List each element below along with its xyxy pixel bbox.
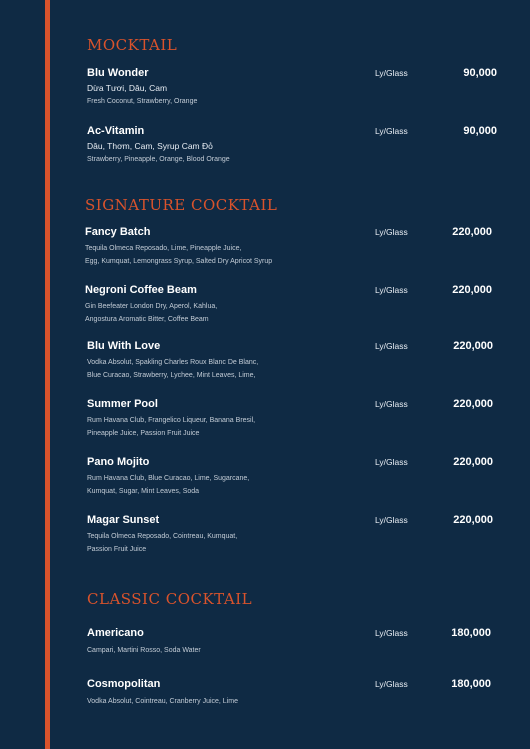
item-unit: Ly/Glass [375,285,408,295]
menu-item [87,66,497,108]
item-unit: Ly/Glass [375,628,408,638]
item-price: 220,000 [453,514,493,526]
item-name: Blu With Love [87,340,161,352]
item-price: 90,000 [463,67,497,79]
item-desc: Kumquat, Sugar, Mint Leaves, Soda [87,488,200,495]
item-name: Fancy Batch [85,226,151,238]
item-desc: Vodka Absolut, Cointreau, Cranberry Juice, Lime [87,698,238,705]
item-desc: Vodka Absolut, Spakling Charles Roux Blanc De Blanc, [87,359,259,366]
menu-item [87,124,497,166]
menu-item [87,339,493,382]
item-name: Magar Sunset [87,514,160,526]
item-desc: Strawberry, Pineapple, Orange, Blood Orange [87,156,230,163]
item-price: 180,000 [451,678,491,690]
item-desc: Egg, Kumquat, Lemongrass Syrup, Salted Dry Apricot Syrup [85,258,273,265]
item-unit: Ly/Glass [375,341,408,351]
item-unit: Ly/Glass [375,227,408,237]
menu-item [87,626,491,657]
item-desc-vi: Dừa Tươi, Dâu, Cam [87,83,168,93]
item-name: Cosmopolitan [87,678,161,690]
item-price: 220,000 [453,340,493,352]
item-desc: Fresh Coconut, Strawberry, Orange [87,98,198,105]
accent-bar [45,0,50,749]
item-desc: Pineapple Juice, Passion Fruit Juice [87,430,200,437]
section-title-mocktail: MOCKTAIL [87,36,178,54]
item-name: Pano Mojito [87,456,150,468]
item-desc: Campari, Martini Rosso, Soda Water [87,647,201,654]
section-title-classic: CLASSIC COCKTAIL [87,590,253,608]
menu-item [85,225,492,268]
item-price: 220,000 [453,398,493,410]
menu-item [87,455,493,498]
item-desc: Gin Beefeater London Dry, Aperol, Kahlua, [85,303,218,310]
item-unit: Ly/Glass [375,399,408,409]
item-unit: Ly/Glass [375,457,408,467]
item-name: Summer Pool [87,398,158,410]
section-title-signature: SIGNATURE COCKTAIL [85,196,278,214]
item-price: 220,000 [452,226,492,238]
item-unit: Ly/Glass [375,68,408,78]
item-desc-vi: Dâu, Thơm, Cam, Syrup Cam Đỏ [87,141,213,151]
item-price: 220,000 [453,456,493,468]
item-desc: Tequila Olmeca Reposado, Lime, Pineapple Juice, [85,245,242,252]
item-unit: Ly/Glass [375,679,408,689]
item-price: 220,000 [452,284,492,296]
item-desc: Angostura Aromatic Bitter, Coffee Beam [85,316,209,323]
item-unit: Ly/Glass [375,515,408,525]
item-name: Americano [87,627,144,639]
item-name: Negroni Coffee Beam [85,284,197,296]
item-desc: Rum Havana Club, Frangelico Liqueur, Banana Bresil, [87,417,256,424]
item-desc: Rum Havana Club, Blue Curacao, Lime, Sugarcane, [87,475,250,482]
item-unit: Ly/Glass [375,126,408,136]
item-name: Ac-Vitamin [87,125,145,137]
menu-item [87,677,491,708]
menu-item [87,513,493,556]
item-desc: Blue Curacao, Strawberry, Lychee, Mint Leaves, Lime, [87,372,256,379]
item-name: Blu Wonder [87,67,149,79]
menu-item [85,283,492,326]
item-price: 180,000 [451,627,491,639]
item-desc: Passion Fruit Juice [87,546,147,553]
item-price: 90,000 [463,125,497,137]
menu-item [87,397,493,440]
item-desc: Tequila Olmeca Reposado, Cointreau, Kumquat, [87,533,238,540]
